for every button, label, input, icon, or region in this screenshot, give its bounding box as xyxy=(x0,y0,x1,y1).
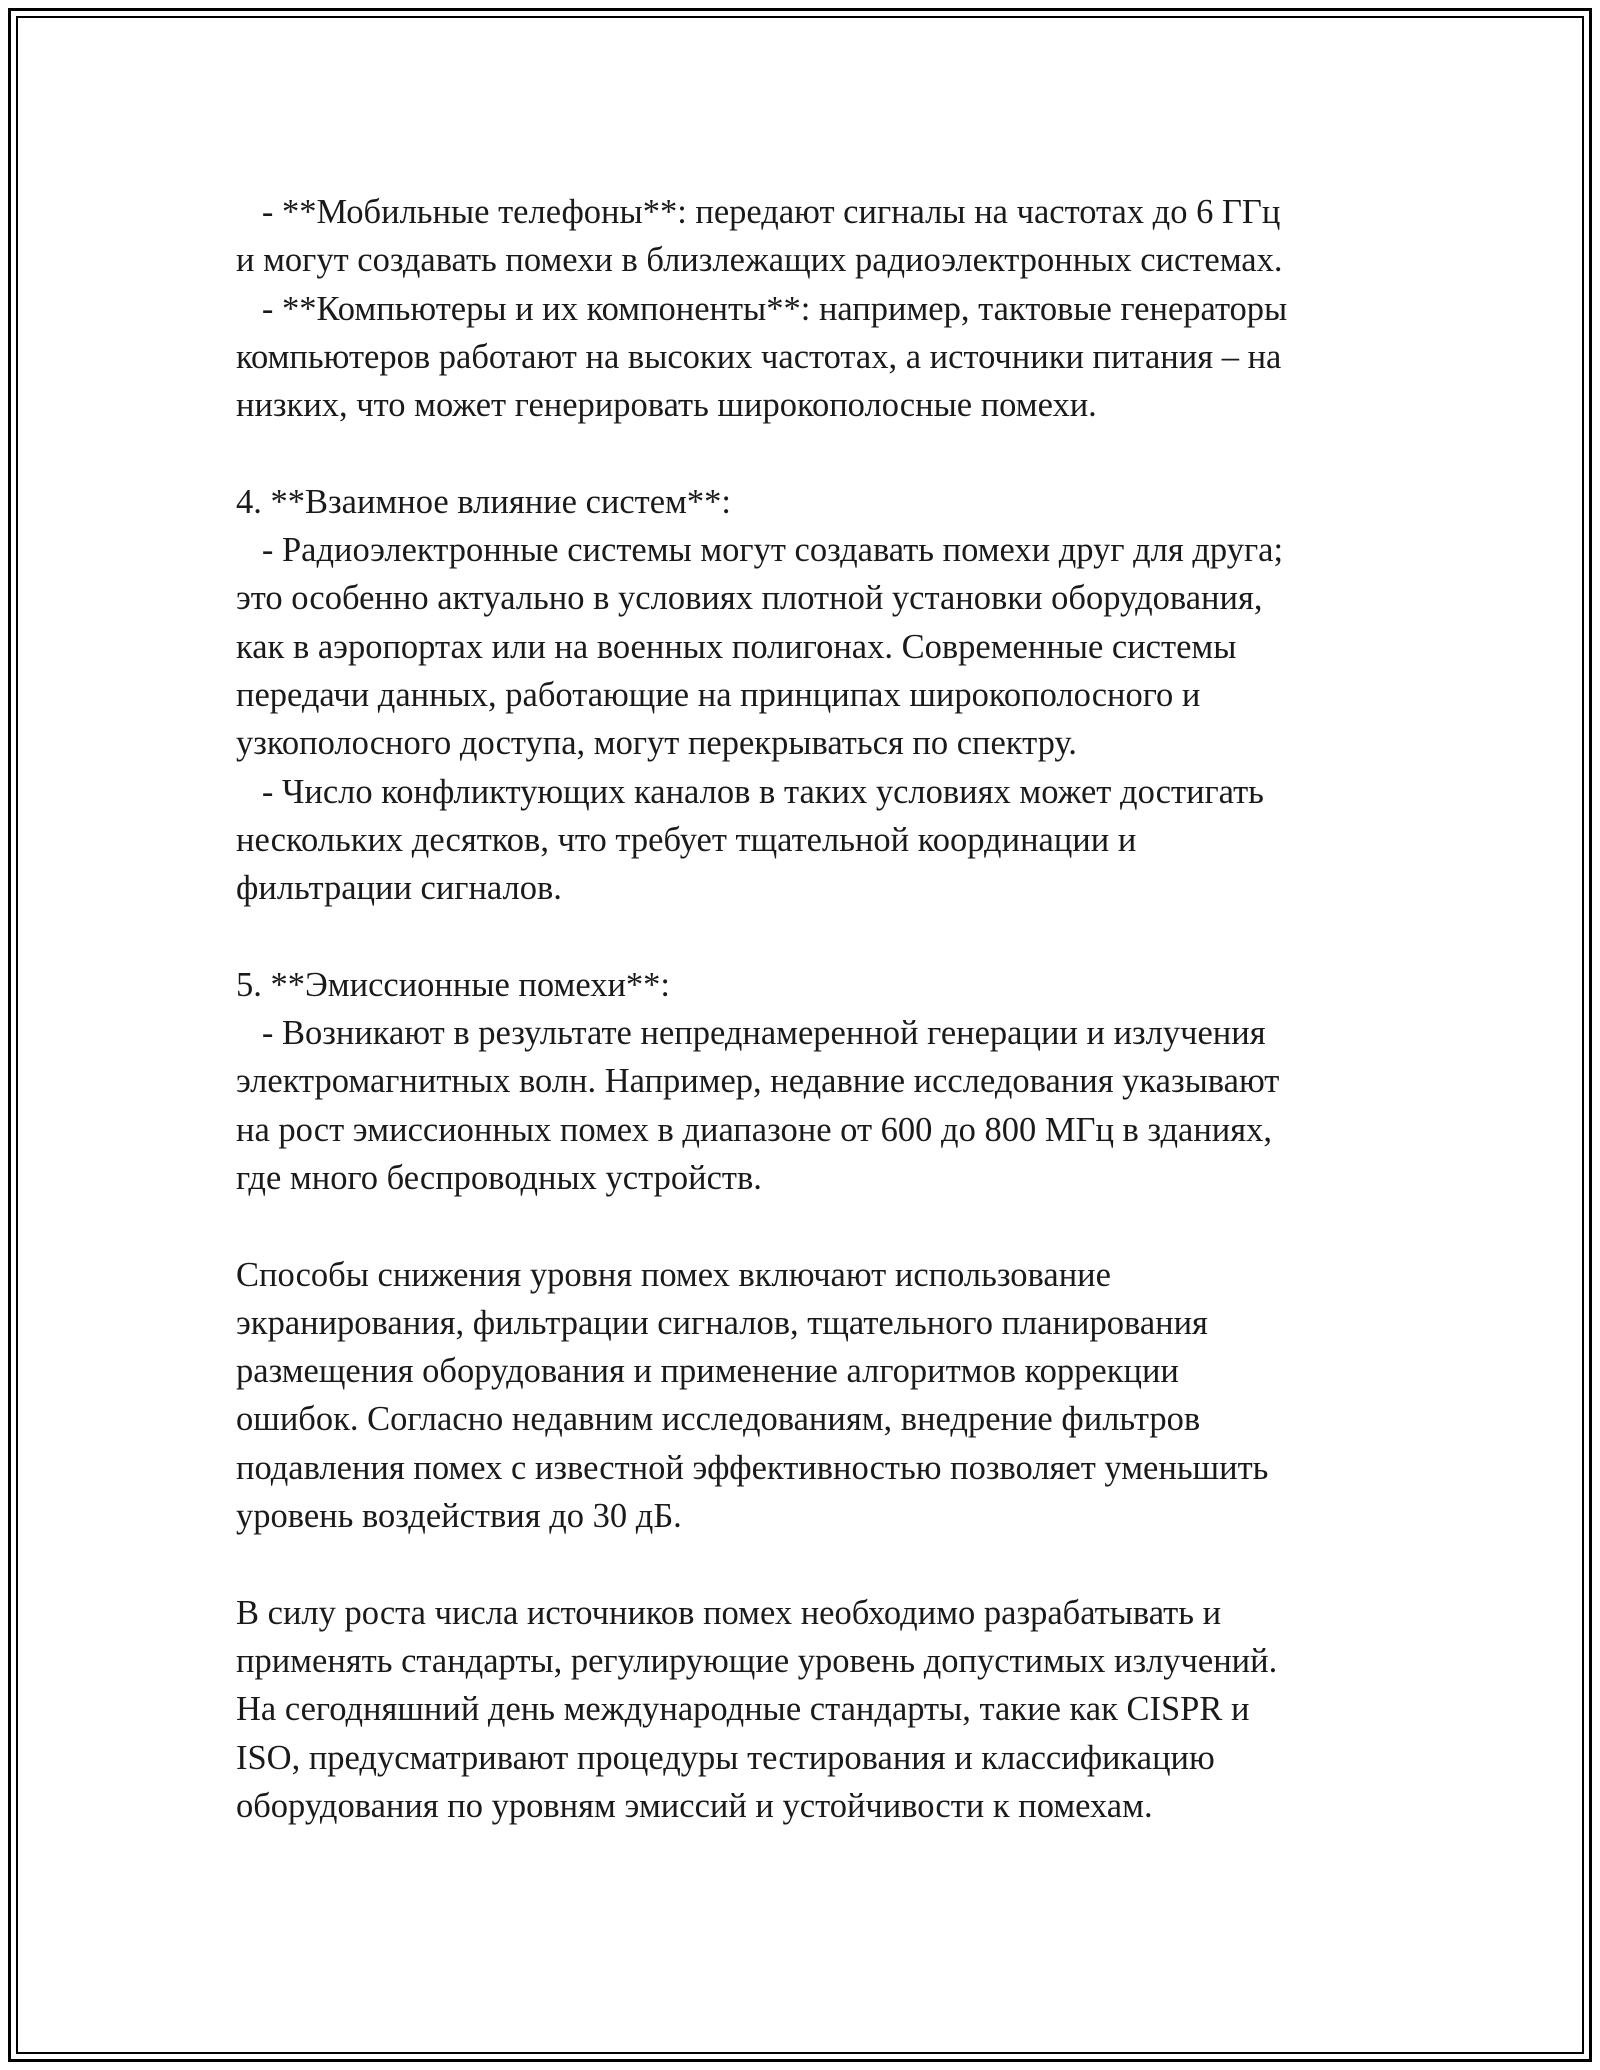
text-line: применять стандарты, регулирующие уровень допустимых излучений. xyxy=(236,1641,1278,1680)
text-line: размещения оборудования и применение алгоритмов коррекции xyxy=(236,1352,1179,1391)
paragraph-gap xyxy=(236,912,1396,960)
text-line: экранирования, фильтрации сигналов, тщательного планирования xyxy=(236,1303,1208,1342)
text-line: - **Мобильные телефоны**: передают сигналы на частотах до 6 ГГц xyxy=(236,193,1281,231)
text-line: это особенно актуально в условиях плотной установки оборудования, xyxy=(236,579,1263,618)
text-line: - Число конфликтующих каналов в таких условиях может достигать xyxy=(236,772,1264,811)
text-line: электромагнитных волн. Например, недавние исследования указывают xyxy=(236,1062,1280,1101)
text-line: где много беспроводных устройств. xyxy=(236,1158,762,1197)
paragraph-gap xyxy=(236,1202,1396,1250)
text-line: оборудования по уровням эмиссий и устойчивости к помехам. xyxy=(236,1786,1153,1825)
text-line: подавления помех с известной эффективностью позволяет уменьшить xyxy=(236,1448,1269,1487)
text-line: на рост эмиссионных помех в диапазоне от 600 до 800 МГц в зданиях, xyxy=(236,1110,1272,1149)
text-line: узкополосного доступа, могут перекрываться по спектру. xyxy=(236,724,1077,763)
text-line: 5. **Эмиссионные помехи**: xyxy=(236,965,670,1004)
text-line: - Радиоэлектронные системы могут создавать помехи друг для друга; xyxy=(236,531,1284,570)
text-line: фильтрации сигналов. xyxy=(236,869,562,908)
text-line: нескольких десятков, что требует тщательной координации и xyxy=(236,820,1137,859)
text-line: ISO, предусматривают процедуры тестирования и классификацию xyxy=(236,1738,1215,1777)
document-body xyxy=(236,188,1396,1830)
text-line: низких, что может генерировать широкополосные помехи. xyxy=(236,386,1097,425)
text-line: компьютеров работают на высоких частотах, а источники питания – на xyxy=(236,337,1282,376)
text-line: и могут создавать помехи в близлежащих радиоэлектронных системах. xyxy=(236,241,1283,280)
text-line: На сегодняшний день международные стандарты, такие как CISPR и xyxy=(236,1690,1250,1729)
text-line: - **Компьютеры и их компоненты**: например, тактовые генераторы xyxy=(236,289,1288,328)
text-line: Способы снижения уровня помех включают использование xyxy=(236,1255,1111,1294)
text-line: передачи данных, работающие на принципах широкополосного и xyxy=(236,675,1201,714)
text-line: как в аэропортах или на военных полигонах. Современные системы xyxy=(236,627,1237,666)
paragraph-gap xyxy=(236,1540,1396,1588)
text-line: ошибок. Согласно недавним исследованиям, внедрение фильтров xyxy=(236,1400,1201,1439)
paragraph-gap xyxy=(236,429,1396,477)
text-line: 4. **Взаимное влияние систем**: xyxy=(236,482,731,521)
text-line: - Возникают в результате непреднамеренной генерации и излучения xyxy=(236,1014,1266,1053)
text-line: В силу роста числа источников помех необходимо разрабатывать и xyxy=(236,1593,1222,1632)
text-line: уровень воздействия до 30 дБ. xyxy=(236,1497,682,1536)
